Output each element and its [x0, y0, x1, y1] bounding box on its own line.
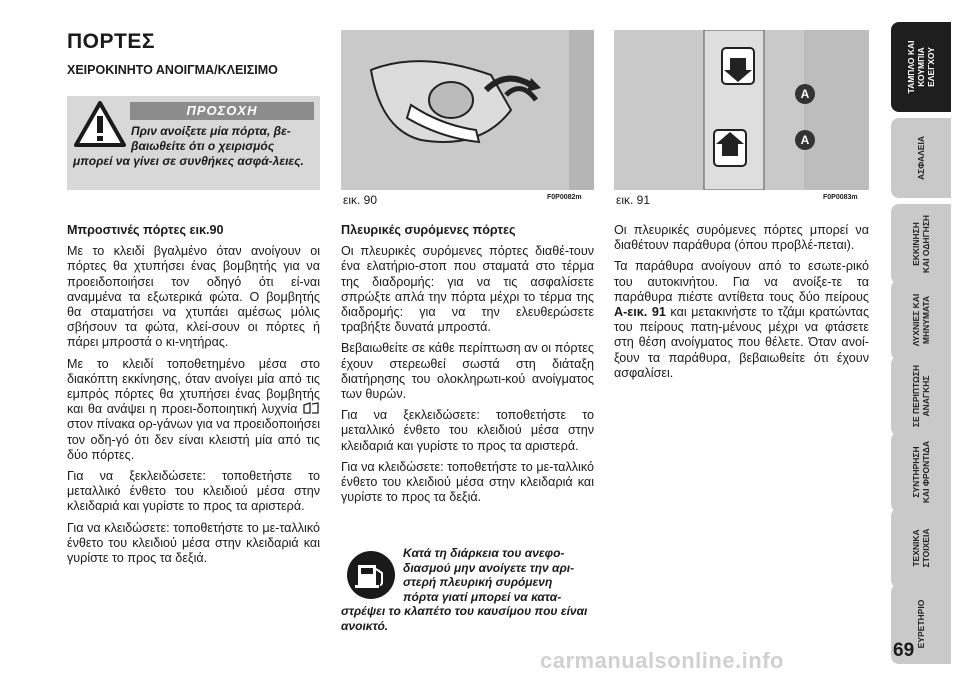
figure-90-label: εικ. 90 [343, 193, 378, 207]
tab-label: ΑΣΦΑΛΕΙΑ [916, 136, 926, 180]
figure-91 [614, 30, 869, 190]
front-doors-p2b: στον πίνακα ορ-γάνων για να προειδοποιήσει τον οδη-γό ότι δεν είναι κλειστή μία από τις δύο πόρτες. [67, 417, 320, 462]
front-doors-heading: Μπροστινές πόρτες εικ.90 [67, 223, 224, 237]
sliding-doors-p2: Βεβαιωθείτε σε κάθε περίπτωση αν οι πόρτες έχουν στερεωθεί σωστά στη διάταξη διατήρησης του ολοκληρωτι-κού ανοίγματος των θυρών. [341, 341, 594, 402]
warning-line-rest: μπορεί να γίνει σε συνθήκες ασφά-λειες. [73, 154, 304, 168]
page-number: 69 [893, 640, 915, 661]
front-doors-p3: Για να ξεκλειδώσετε: τοποθετήστε το μεταλλικό ένθετο του κλειδιού μέσα στην κλειδαριά και γυρίστε το προς τα αριστερά. [67, 469, 320, 514]
refuel-note-rest: στρέψει το κλαπέτο του καυσίμου που είναι ανοικτό. [341, 604, 588, 633]
refuel-note [341, 543, 594, 631]
front-doors-p1: Με το κλειδί βγαλμένο όταν ανοίγουν οι πόρτες θα χτυπήσει ένας βομβητής για να προειδοποιήσει τον οδηγό ότι εί-ναι αναμμένα τα εξωτερικά φώτα. Ο βομβητής θα σταματήσει να χτυπάει αμέσως μόλις σβήσουν τα φώτα, κλεί-σουν οι πόρτες ή πάρει μπροστά ο κι-νητήρας. [67, 244, 320, 350]
door-handle-illustration [341, 30, 594, 190]
front-doors-p4: Για να κλειδώσετε: τοποθετήστε το με-ταλλικό ένθετο του κλειδιού μέσα στην κλειδαριά και γυρίστε το προς τα δεξιά. [67, 520, 320, 566]
warning-line-1: Πριν ανοίξετε μία πόρτα, βε- [131, 124, 291, 138]
tab-label: ΕΥΡΕΤΗΡΙΟ [916, 599, 926, 649]
figure-reference: A-εικ. 91 [614, 305, 666, 320]
sliding-doors-heading: Πλευρικές συρόμενες πόρτες [341, 223, 516, 237]
column-sliding-doors [341, 223, 594, 511]
sliding-doors-p4: Για να κλειδώσετε: τοποθετήστε το με-ταλλικό ένθετο του κλειδιού μέσα στην κλειδαριά και γυρίστε το προς τα δεξιά. [341, 459, 594, 505]
tab-emergency[interactable] [891, 356, 951, 436]
section-subtitle: ΧΕΙΡΟΚΙΝΗΤΟ ΑΝΟΙΓΜΑ/ΚΛΕΙΣΙΜΟ [67, 63, 278, 77]
figure-90-code: F0P0082m [547, 194, 582, 201]
sliding-doors-p3: Για να ξεκλειδώσετε: τοποθετήστε το μεταλλικό ένθετο του κλειδιού μέσα στην κλειδαριά και γυρίστε το προς τα αριστερά. [341, 408, 594, 453]
tab-safety[interactable] [891, 118, 951, 198]
column-front-doors [67, 223, 320, 572]
tab-starting-driving[interactable] [891, 204, 951, 284]
refuel-note-text [341, 546, 594, 634]
warning-text [73, 124, 315, 169]
refuel-note-line-3: στερή πλευρική συρόμενη [403, 575, 553, 590]
warning-line-2: βαιωθείτε ότι ο χειρισμός [131, 139, 275, 153]
sliding-windows-p2a: Τα παράθυρα ανοίγουν από το εσωτε-ρικό του αυτοκινήτου. Για να ανοίξε-τε τα παράθυρα πιέστε αντίθετα τους δύο πείρους [614, 259, 869, 304]
tab-label: ΣΕ ΠΕΡΙΠΤΩΣΗ ΑΝΑΓΚΗΣ [911, 364, 931, 428]
refuel-note-line-4: πόρτα γιατί μπορεί να κατα- [403, 589, 562, 604]
front-doors-p2a: Με το κλειδί τοποθετημένο μέσα στο διακόπτη εκκίνησης, όταν ανοίγει μία από τις εμπρός πόρτες θα χτυπήσει ένας βομβητής και θα ανάψει η προει-δοποιητική λυχνία [67, 356, 320, 417]
tab-lights-messages[interactable] [891, 280, 951, 360]
sliding-window-pins-illustration [614, 30, 869, 190]
sliding-windows-p1: Οι πλευρικές συρόμενες πόρτες μπορεί να διαθέτουν παράθυρα (όπου προβλέ-πεται). [614, 223, 869, 253]
figure-91-code: F0P0083m [823, 194, 858, 201]
callout-a-lower: A [795, 130, 815, 150]
figure-90 [341, 30, 594, 190]
front-doors-p2 [67, 357, 320, 463]
refuel-note-line-1: Κατά τη διάρκεια του ανεφο- [403, 546, 565, 560]
tab-label: ΤΕΧΝΙΚΑ ΣΤΟΙΧΕΙΑ [911, 528, 931, 568]
tab-dashboard-controls[interactable] [891, 22, 951, 112]
figure-91-label: εικ. 91 [616, 193, 651, 207]
refuel-note-line-2: διασμού μην ανοίγετε την αρι- [403, 560, 575, 575]
section-title: ΠΟΡΤΕΣ [67, 30, 155, 53]
callout-a-upper: A [795, 84, 815, 104]
tab-label: ΤΑΜΠΛΟ ΚΑΙ ΚΟΥΜΠΙΑ ΕΛΕΓΧΟΥ [906, 40, 936, 94]
column-sliding-windows [614, 223, 869, 387]
tab-label: ΛΥΧΝΙΕΣ ΚΑΙ ΜΗΝΥΜΑΤΑ [911, 293, 931, 347]
warning-heading: ΠΡΟΣΟΧΗ [130, 102, 314, 120]
tab-maintenance[interactable] [891, 432, 951, 512]
sliding-windows-p2b: και μετακινήστε το τζάμι κρατώντας του πείρους πατη-μένους μέχρι να φτάσετε στη θέση ανοίγματος που θέλετε. Όταν ανοί-ξουν τα παράθυρα, βεβαιωθείτε ότι έχουν ασφαλίσει. [614, 305, 870, 380]
tab-label: ΣΥΝΤΗΡΗΣΗ ΚΑΙ ΦΡΟΝΤΙΔΑ [911, 440, 931, 504]
tab-technical-data[interactable] [891, 508, 951, 588]
door-open-warning-icon [302, 402, 320, 414]
tab-label: ΕΚΚΙΝΗΣΗ ΚΑΙ ΟΔΗΓΗΣΗ [911, 214, 931, 274]
watermark: carmanualsonline.info [540, 648, 784, 673]
sliding-windows-p2 [614, 259, 869, 381]
sliding-doors-p1: Οι πλευρικές συρόμενες πόρτες διαθέ-τουν ένα ελατήριο-στοπ που σταματά στο τέρμα της διαδρομής: για να τις ασφαλίσετε σπρώξτε απλά την πόρτα μέχρι το τέρμα της διαδρομής: για να την ελευθερώσετε τραβήξτε δυνατά μπροστά. [341, 244, 594, 335]
